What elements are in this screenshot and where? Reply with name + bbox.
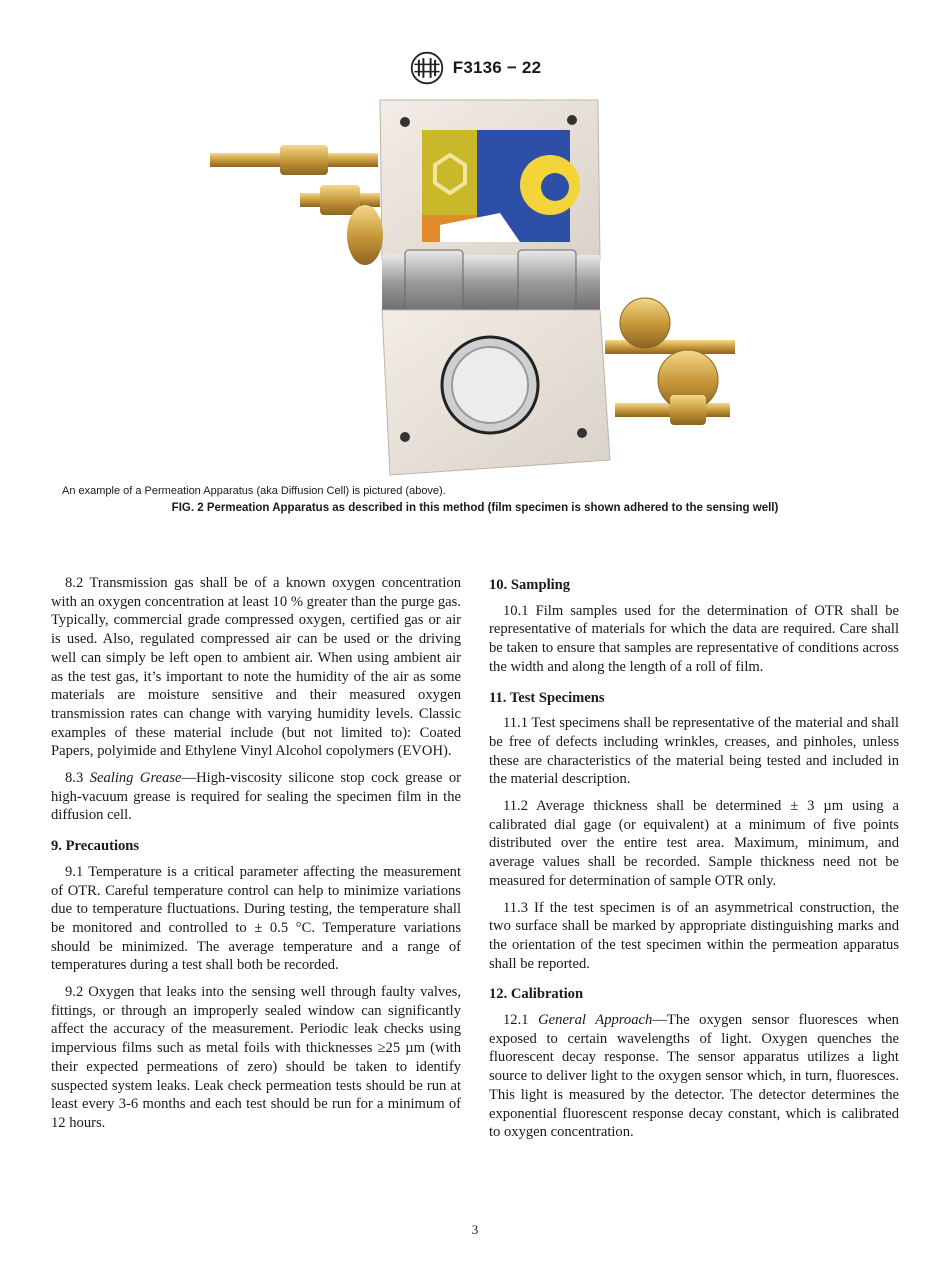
permeation-apparatus-photo: [200, 95, 760, 480]
paragraph-11-3: 11.3 If the test specimen is of an asymmetrical construction, the two surface shall be marked by appropriate distinguishing marks and the orientation of the test specimen within the permeation apparatus shall be reported.: [489, 899, 899, 972]
paragraph-text: —The oxygen sensor fluoresces when exposed to certain wavelengths of light. Oxygen quenches the fluorescent decay response. The sensor apparatus utilizes a light source to deliver light to the oxygen sensor which, in turn, fluoresces. This light is measured by the detector. The detector determines the exponential fluorescent response decay constant, which is calibrated to oxygen concentration.: [489, 1012, 899, 1141]
figure-caption: FIG. 2 Permeation Apparatus as described in this method (film specimen is shown adhered to the sensing well): [171, 502, 779, 514]
paragraph-lead: General Approach: [538, 1012, 653, 1029]
paragraph-11-1: 11.1 Test specimens shall be representative of the material and shall be free of defects including wrinkles, creases, and pinholes, unless these are characteristics of the material being tested and included in the material description.: [489, 715, 899, 788]
section-heading-sampling: 10. Sampling: [489, 577, 571, 593]
paragraph-number: 12.1: [503, 1012, 529, 1029]
document-id: F3136 − 22: [452, 58, 542, 77]
paragraph-12-1: [489, 1011, 899, 1142]
figure-note: An example of a Permeation Apparatus (aka Diffusion Cell) is pictured (above).: [62, 485, 446, 497]
left-column: [51, 574, 461, 1141]
paragraph-11-2: 11.2 Average thickness shall be determined ± 3 µm using a calibrated dial gage (or equivalent) at a minimum of five points distributed over the entire test area. Maximum, minimum, and average values shall be recorded. Sample thickness need not be measured for determination of sample OTR only.: [489, 798, 899, 889]
paragraph-8-3: [51, 769, 461, 825]
right-column: [489, 574, 899, 1150]
section-heading-calibration: 12. Calibration: [489, 986, 584, 1003]
page-header: [0, 50, 950, 91]
section-heading-test-specimens: 11. Test Specimens: [489, 689, 605, 706]
page-number: 3: [471, 1222, 479, 1237]
paragraph-lead: Sealing Grease: [89, 770, 182, 787]
paragraph-10-1: 10.1 Film samples used for the determination of OTR shall be representative of materials for which the data are required. Care shall be taken to ensure that samples are representative of conditions across the width and along the length of a roll of film.: [489, 602, 899, 675]
astm-logo: [409, 50, 445, 86]
paragraph-number: 8.3: [65, 770, 84, 787]
paragraph-8-2: 8.2 Transmission gas shall be of a known oxygen concentration with an oxygen concentration at least 10 % greater than the purge gas. Typically, commercial grade compressed oxygen, certified gas or air is used. Also, regulated compressed air can be used or the driving well can simply be left open to ambient air. When using ambient air as the test gas, it’s important to note the humidity of the air as some materials are moisture sensitive and their measured oxygen transmission rates can change with varying humidity levels. Classic examples of these material include (but not limited to): Coated Papers, polyimide and Ethylene Vinyl Alcohol copolymers (EVOH).: [51, 575, 461, 760]
paragraph-text: —High-viscosity silicone stop cock grease or high-vacuum grease is required for sealing the specimen film in the diffusion cell.: [51, 770, 462, 824]
section-heading-precautions: 9. Precautions: [51, 838, 140, 855]
paragraph-9-2: 9.2 Oxygen that leaks into the sensing well through faulty valves, fittings, or through an improperly sealed window can significantly affect the accuracy of the measurement. Periodic leak checks using impervious films such as metal foils with thicknesses ≥25 µm (with their expected permeations of zero) should be taken to identify suspected system leaks. Leak check permeation tests should be run at least every 3-6 months and each test should be run for a minimum of 12 hours.: [51, 984, 461, 1131]
paragraph-9-1: 9.1 Temperature is a critical parameter affecting the measurement of OTR. Careful temperature control can help to minimize variations due to temperature fluctuations. During testing, the temperature shall be monitored and controlled to ± 0.5 °C. Temperature variations should be minimized. The average temperature and a range of temperatures during a test shall both be recorded.: [51, 863, 461, 974]
